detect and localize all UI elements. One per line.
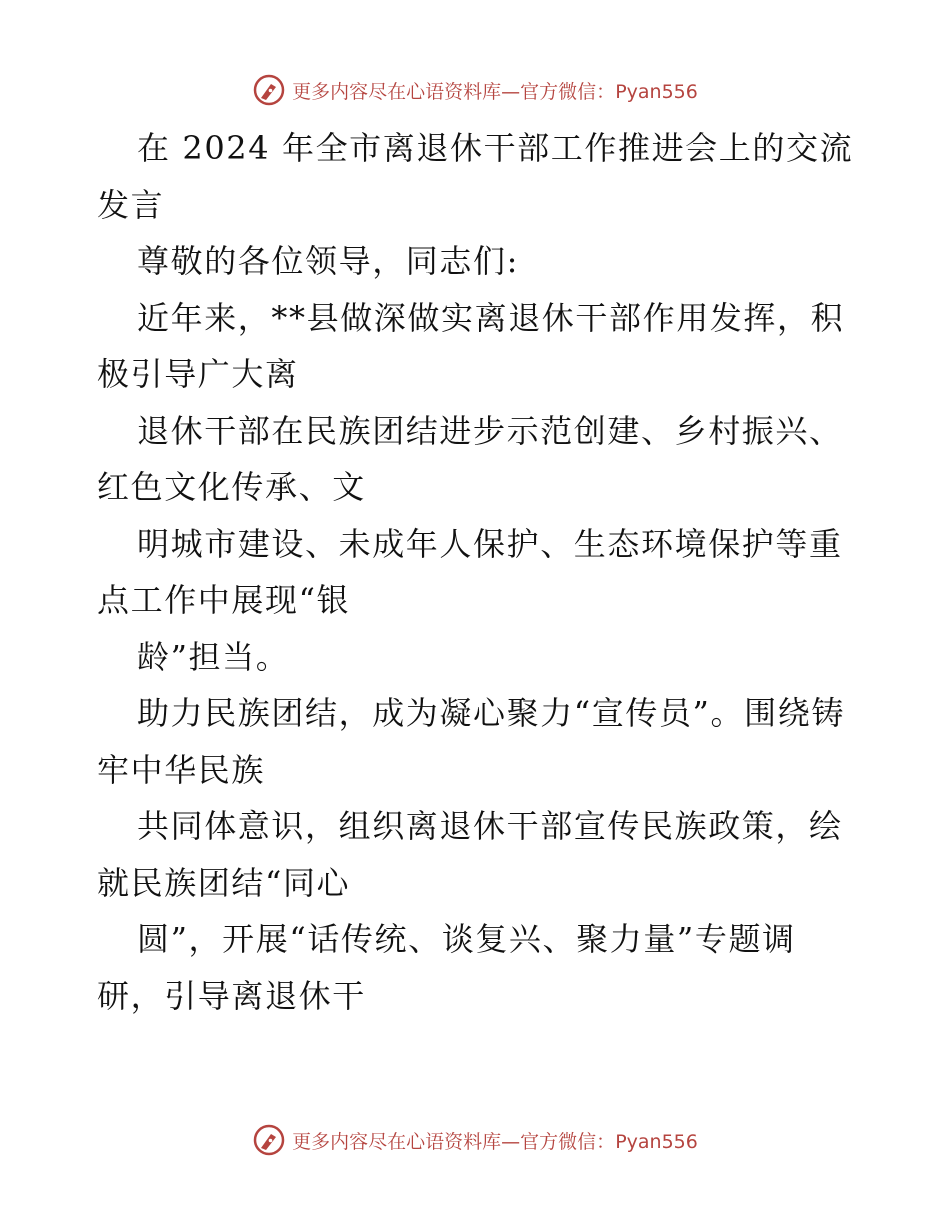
watermark-text: 更多内容尽在心语资料库—官方微信：Pyan556 (292, 1130, 698, 1153)
pen-nib-logo-icon (252, 73, 286, 107)
salutation: 尊敬的各位领导，同志们: (137, 242, 519, 280)
document-title: 在 2024 年全市离退休干部工作推进会上的交流发言 (97, 129, 854, 224)
paragraph: 退休干部在民族团结进步示范创建、乡村振兴、红色文化传承、文 (97, 411, 843, 506)
footer-watermark (0, 1120, 950, 1160)
paragraph: 圆”，开展“话传统、谈复兴、聚力量”专题调研，引导离退休干 (97, 920, 796, 1015)
pen-nib-logo-icon (252, 1123, 286, 1157)
header-watermark (0, 70, 950, 110)
document-body (97, 120, 857, 1024)
paragraph: 龄”担当。 (137, 637, 290, 676)
watermark-text: 更多内容尽在心语资料库—官方微信：Pyan556 (292, 80, 698, 103)
paragraph: 明城市建设、未成年人保护、生态环境保护等重点工作中展现“银 (97, 524, 843, 619)
paragraph: 近年来，**县做深做实离退休干部作用发挥，积极引导广大离 (97, 298, 845, 393)
paragraph: 助力民族团结，成为凝心聚力“宣传员”。围绕铸牢中华民族 (97, 694, 845, 789)
paragraph: 共同体意识，组织离退休干部宣传民族政策，绘就民族团结“同心 (97, 807, 843, 902)
